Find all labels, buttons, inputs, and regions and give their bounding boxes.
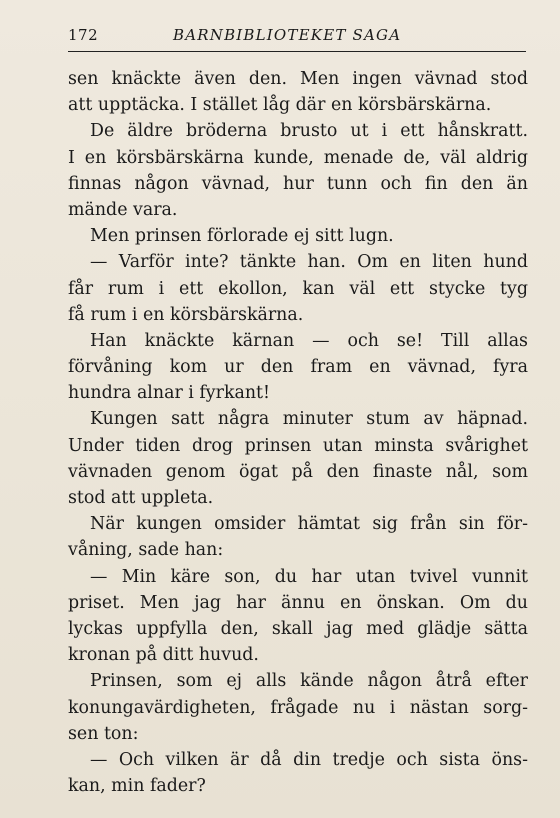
text-line: konungavärdigheten, frågade nu i nästan sorg- [68, 697, 528, 718]
text-line: vävnaden genom ögat på den finaste nål, som [68, 461, 528, 482]
text-line: kronan på ditt huvud. [68, 645, 259, 666]
text-line: få rum i en körsbärskärna. [68, 304, 304, 325]
text-line: priset. Men jag har ännu en önskan. Om du [68, 592, 528, 613]
text-line: De äldre bröderna brusto ut i ett hånskratt. [90, 121, 528, 142]
running-head: BARNBIBLIOTEKET SAGA [173, 26, 402, 44]
text-line: kan, min fader? [68, 776, 206, 797]
text-line: finnas någon vävnad, hur tunn och fin den än [68, 173, 528, 194]
text-line: lyckas uppfylla den, skall jag med glädje sätta [68, 618, 528, 639]
text-line: våning, sade han: [68, 540, 224, 561]
text-line: hundra alnar i fyrkant! [68, 383, 271, 404]
text-line: mände vara. [68, 199, 178, 220]
text-line: — Och vilken är då din tredje och sista öns- [90, 749, 528, 770]
text-line: förvåning kom ur den fram en vävnad, fyra [68, 357, 528, 378]
text-line: — Min käre son, du har utan tvivel vunnit [90, 566, 528, 587]
page-number: 172 [68, 26, 99, 44]
text-line: stod att uppleta. [68, 488, 214, 508]
text-line: — Varför inte? tänkte han. Om en liten hund [90, 252, 528, 273]
text-line: När kungen omsider hämtat sig från sin för- [90, 514, 528, 535]
text-line: sen ton: [68, 723, 139, 744]
text-line: Prinsen, som ej alls kände någon åtrå efter [90, 671, 528, 692]
text-line: Under tiden drog prinsen utan minsta svårighet [68, 435, 528, 456]
text-line: sen knäckte även den. Men ingen vävnad stod [68, 69, 528, 89]
text-line: I en körsbärskärna kunde, menade de, väl aldrig [68, 147, 528, 168]
text-line: att upptäcka. I stället låg där en körsbärskärna. [68, 95, 492, 116]
header-rule [68, 51, 526, 52]
text-line: Han knäckte kärnan — och se! Till allas [90, 330, 528, 351]
body-text [68, 66, 528, 799]
text-line: får rum i ett ekollon, kan väl ett stycke tyg [68, 278, 528, 299]
page-header [68, 26, 528, 48]
text-line: Men prinsen förlorade ej sitt lugn. [90, 226, 394, 247]
text-line: Kungen satt några minuter stum av häpnad. [90, 409, 528, 430]
